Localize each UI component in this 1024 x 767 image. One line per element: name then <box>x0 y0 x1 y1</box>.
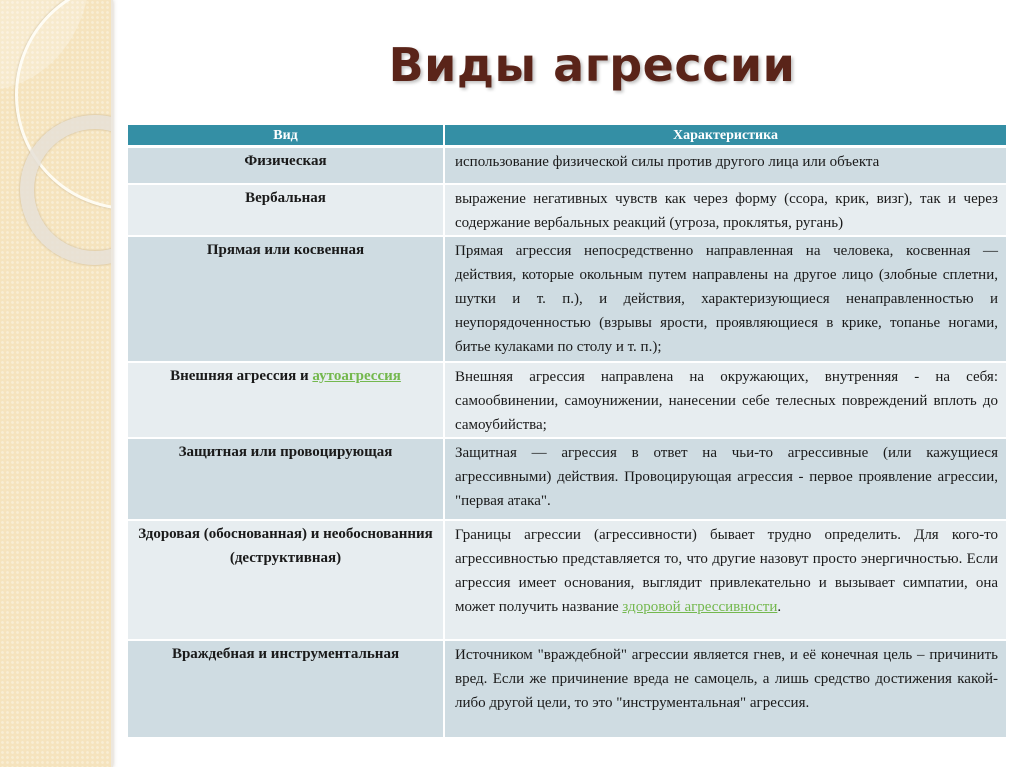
row-kind <box>128 362 444 438</box>
table-row <box>128 362 1006 438</box>
table-header-row <box>128 125 1006 146</box>
healthy-aggressiveness-link[interactable]: здоровой агрессивности <box>622 599 778 615</box>
row-description <box>444 520 1006 640</box>
row-kind: Вербальная <box>128 184 444 236</box>
row-description: Защитная — агрессия в ответ на чьи-то агрессивные (или кажущиеся агрессивными) действия. Провоцирующая агрессия - первое проявление агрессии, "первая атака". <box>444 438 1006 520</box>
table-row <box>128 236 1006 362</box>
row-description-suffix: . <box>777 599 782 615</box>
row-description: Источником "враждебной" агрессии является гнев, и её конечная цель – причинить вред. Если же причинение вреда не самоцель, а лишь средство достижения какой-либо другой цели, то это "инструментальная" агрессия. <box>444 640 1006 738</box>
aggression-types-table <box>128 125 1006 739</box>
header-characteristic: Характеристика <box>444 125 1006 146</box>
table-row <box>128 438 1006 520</box>
table-row <box>128 146 1006 184</box>
row-description: выражение негативных чувств как через форму (ссора, крик, визг), так и через содержание вербальных реакций (угроза, проклятья, ругань) <box>444 184 1006 236</box>
slide-title: Виды агрессии <box>388 38 796 92</box>
row-kind-text: Внешняя агрессия и <box>170 368 313 384</box>
row-description: Внешняя агрессия направлена на окружающих, внутренняя - на себя: самообвинении, самоунижении, нанесении себе телесных повреждений вплоть до самоубийства; <box>444 362 1006 438</box>
row-description: Прямая агрессия непосредственно направленная на человека, косвенная — действия, которые окольным путем направлены на другое лицо (злобные сплетни, шутки и т. п.), и действия, характеризующиеся ненаправленностью и неупорядоченностью (взрывы ярости, проявляющиеся в крике, топанье ногами, битье кулаками по столу и т. п.); <box>444 236 1006 362</box>
row-description: использование физической силы против другого лица или объекта <box>444 146 1006 184</box>
table-row <box>128 184 1006 236</box>
header-kind: Вид <box>128 125 444 146</box>
side-panel-edge <box>111 0 113 767</box>
row-kind: Физическая <box>128 146 444 184</box>
table-row <box>128 520 1006 640</box>
decorative-side-panel <box>0 0 111 767</box>
row-kind: Здоровая (обоснованная) и необоснованния (деструктивная) <box>128 520 444 640</box>
table-row <box>128 640 1006 738</box>
row-kind: Защитная или провоцирующая <box>128 438 444 520</box>
row-kind: Враждебная и инструментальная <box>128 640 444 738</box>
row-kind: Прямая или косвенная <box>128 236 444 362</box>
autoaggression-link[interactable]: аутоагрессия <box>312 368 401 384</box>
row-description-text: Границы агрессии (агрессивности) бывает трудно определить. Для кого-то агрессивностью представляется то, что другие назовут просто энергичностью. Если агрессия имеет основания, выглядит привлекательно и вызывает симпатии, она может получить название <box>455 527 998 615</box>
